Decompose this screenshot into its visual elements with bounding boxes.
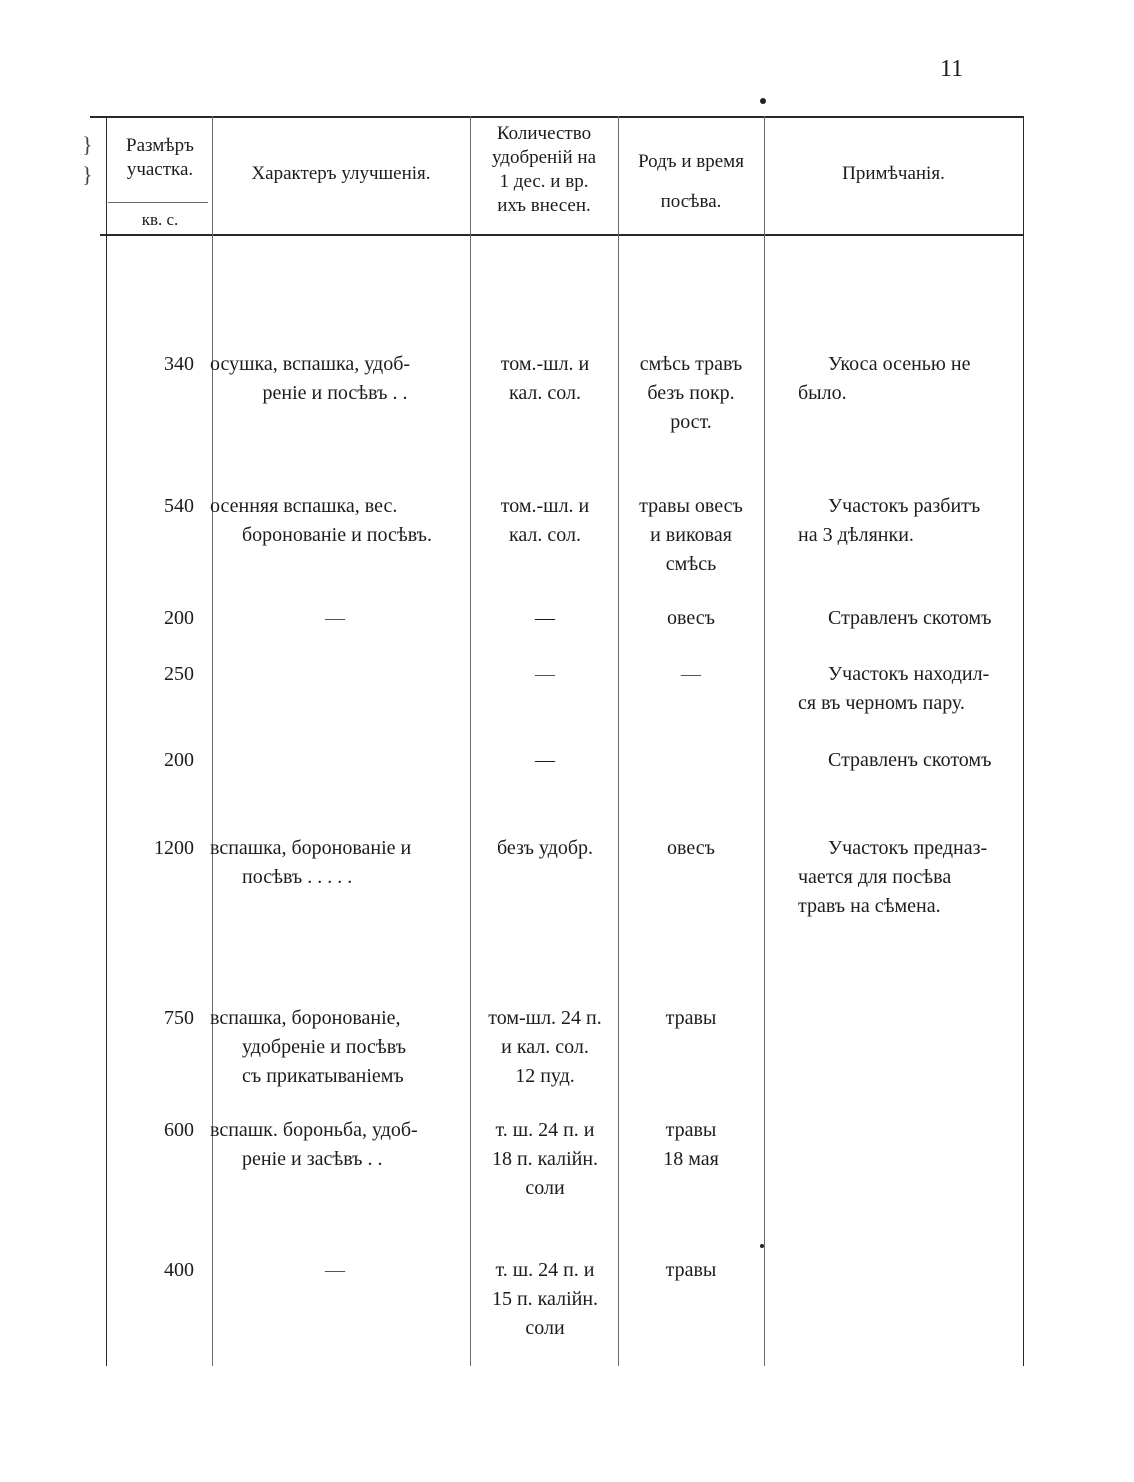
row-character-line: реніе и посѣвъ . . (262, 382, 408, 404)
row-character: — (325, 1259, 345, 1281)
header-sowing-line1: Родъ и время (638, 151, 744, 172)
row-character-line: посѣвъ . . . . . (242, 866, 353, 888)
header-size-line1: Размѣръ (126, 135, 194, 156)
row-size: 600 (164, 1119, 194, 1141)
row-fertilizer (472, 1116, 618, 1203)
header-character: Характеръ улучшенія. (251, 163, 431, 184)
row-notes-line: Участокъ находил- (828, 663, 990, 685)
row-sowing-line: рост. (670, 411, 712, 433)
row-fertilizer: безъ удобр. (496, 837, 594, 859)
row-sowing: овесъ (667, 607, 715, 629)
row-sowing (618, 1116, 764, 1174)
row-sowing (618, 492, 764, 579)
header-bottom-rule (100, 234, 1024, 236)
col-divider (618, 116, 619, 1366)
row-character (210, 1004, 460, 1091)
row-size: 340 (164, 353, 194, 375)
header-fertilizer-line2: удобреній на (491, 147, 597, 168)
row-fertilizer-line: 18 п. калійн. (491, 1148, 599, 1170)
row-character (210, 834, 460, 892)
row-fertilizer (472, 350, 618, 408)
row-fertilizer (472, 1256, 618, 1343)
row-sowing-line: травы (665, 1119, 717, 1141)
row-character-line: реніе и засѣвъ . . (242, 1148, 383, 1170)
row-character-line: осушка, вспашка, удоб- (210, 353, 411, 375)
unit-rule (108, 202, 208, 203)
row-sowing-line: безъ покр. (647, 382, 735, 404)
header-sowing-line2: посѣва. (660, 191, 722, 212)
page-number: 11 (940, 56, 964, 82)
row-fertilizer-line: 15 п. калійн. (491, 1288, 599, 1310)
row-sowing (618, 350, 764, 437)
row-sowing: травы (665, 1259, 717, 1281)
row-fertilizer: — (535, 749, 555, 771)
row-size: 540 (164, 495, 194, 517)
row-fertilizer-line: и кал. сол. (501, 1036, 589, 1058)
row-fertilizer-line: кал. сол. (508, 382, 582, 404)
row-notes-line: было. (798, 382, 847, 404)
row-fertilizer-line: том.-шл. и (500, 353, 590, 375)
row-fertilizer-line: соли (525, 1177, 565, 1199)
row-notes (798, 660, 1024, 718)
row-fertilizer-line: том-шл. 24 п. (488, 1007, 602, 1029)
header-size (108, 134, 212, 182)
header-fertilizer-line3: 1 дес. и вр. (499, 171, 589, 192)
row-character-line: вспашка, боронованіе и (210, 837, 412, 859)
col-divider (764, 116, 765, 1366)
row-notes (798, 492, 1024, 550)
row-sowing-line: смѣсь травъ (639, 353, 743, 375)
header-notes: Примѣчанія. (842, 163, 945, 184)
row-size: 750 (164, 1007, 194, 1029)
row-sowing-line: 18 мая (663, 1148, 719, 1170)
row-notes-line: Участокъ предназ- (828, 837, 988, 859)
row-fertilizer (472, 1004, 618, 1091)
row-size: 1200 (154, 837, 194, 859)
row-notes (798, 746, 1024, 775)
row-character (210, 1116, 460, 1174)
row-sowing: — (681, 663, 701, 685)
table-top-rule (90, 116, 1024, 118)
row-notes-line: Укоса осенью не (828, 353, 971, 375)
row-character (210, 492, 460, 550)
header-sowing (618, 142, 764, 222)
row-fertilizer-line: том.-шл. и (500, 495, 590, 517)
row-character-line: удобреніе и посѣвъ (242, 1036, 407, 1058)
col-divider (212, 116, 213, 1366)
col-divider (470, 116, 471, 1366)
row-notes-line: чается для посѣва (798, 866, 952, 888)
row-fertilizer: — (535, 607, 555, 629)
row-fertilizer-line: 12 пуд. (515, 1065, 575, 1087)
row-sowing-line: и виковая (650, 524, 732, 546)
row-character-line: боронованіе и посѣвъ. (242, 524, 432, 546)
header-fertilizer-line4: ихъ внесен. (497, 195, 591, 216)
header-fertilizer (470, 122, 618, 218)
row-notes-line: на 3 дѣлянки. (798, 524, 914, 546)
row-fertilizer (472, 492, 618, 550)
row-size: 200 (164, 749, 194, 771)
row-notes (798, 350, 1018, 408)
row-sowing: травы (665, 1007, 717, 1029)
row-character (210, 350, 460, 408)
header-unit: кв. с. (141, 210, 179, 229)
header-size-line2: участка. (126, 159, 194, 180)
row-sowing: овесъ (667, 837, 715, 859)
row-character-line: съ прикатываніемъ (242, 1065, 404, 1087)
row-size: 200 (164, 607, 194, 629)
row-character-line: осенняя вспашка, вес. (210, 495, 398, 517)
row-notes-line: травъ на сѣмена. (798, 895, 941, 917)
table (100, 116, 1024, 1366)
ink-dot (760, 98, 766, 104)
row-fertilizer-line: т. ш. 24 п. и (495, 1119, 595, 1141)
col-divider (1023, 116, 1024, 1366)
header-fertilizer-line1: Количество (496, 123, 592, 144)
row-notes-line: Участокъ разбитъ (828, 495, 981, 517)
row-fertilizer-line: т. ш. 24 п. и (495, 1259, 595, 1281)
row-notes-line: Стравленъ скотомъ (828, 749, 992, 771)
row-notes-line: Стравленъ скотомъ (828, 607, 992, 629)
row-sowing-line: травы овесъ (639, 495, 743, 517)
row-fertilizer: — (535, 663, 555, 685)
row-character: — (325, 607, 345, 629)
row-notes-line: ся въ черномъ пару. (798, 692, 965, 714)
row-notes (798, 604, 1024, 633)
row-size: 250 (164, 663, 194, 685)
row-notes (798, 834, 1024, 921)
margin-marks: } } (82, 132, 93, 187)
row-sowing-line: смѣсь (665, 553, 717, 575)
row-fertilizer-line: кал. сол. (508, 524, 582, 546)
col-divider (106, 116, 107, 1366)
row-character-line: вспашк. бороньба, удоб- (210, 1119, 418, 1141)
row-fertilizer-line: соли (525, 1317, 565, 1339)
row-size: 400 (164, 1259, 194, 1281)
row-character-line: вспашка, боронованіе, (210, 1007, 401, 1029)
